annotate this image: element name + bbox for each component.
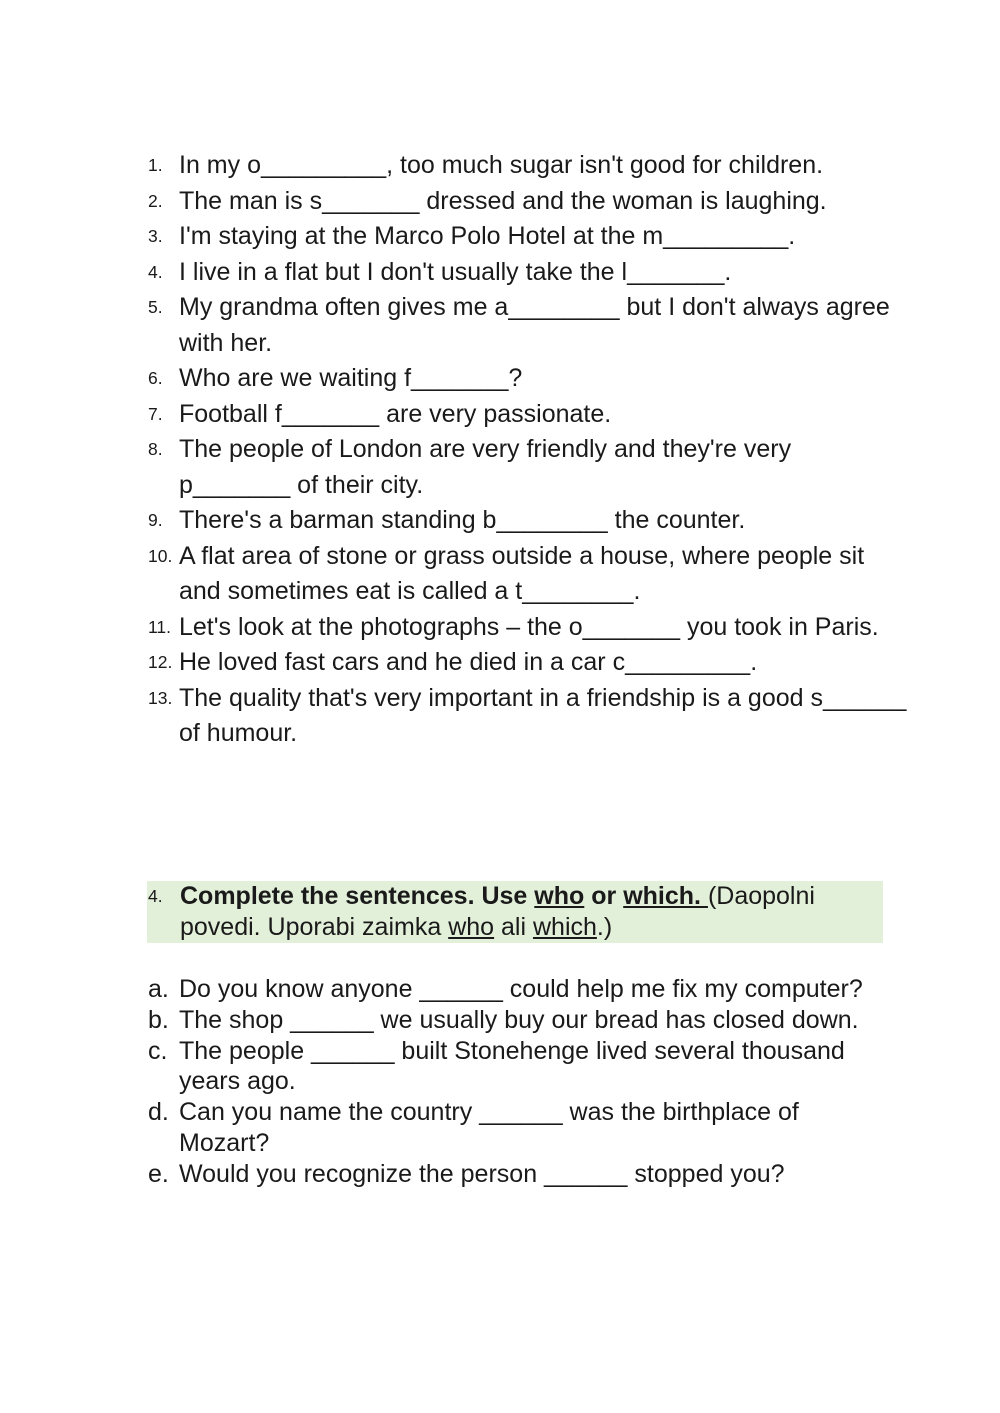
item-number: 4. <box>148 261 163 282</box>
list-item <box>148 1036 888 1098</box>
list-item <box>148 645 908 681</box>
translation-who: who <box>448 913 495 941</box>
list-item <box>148 1159 888 1190</box>
item-number: 5. <box>148 297 163 317</box>
item-text: I live in a flat but I don't usually take the l_______. <box>179 257 732 286</box>
item-number: 3. <box>148 226 163 246</box>
list-item <box>148 974 888 1005</box>
item-number: 10. <box>148 545 173 566</box>
item-text: There's a barman standing b________ the counter. <box>179 506 746 534</box>
translation-text: (Daopolni povedi. Uporabi zaimka <box>180 882 815 941</box>
item-text: I'm staying at the Marco Polo Hotel at the m_________. <box>179 222 796 250</box>
item-text: The man is s_______ dressed and the woman is laughing. <box>179 186 827 215</box>
list-item <box>148 148 908 184</box>
item-text: Would you recognize the person ______ stopped you? <box>179 1159 785 1188</box>
item-number: 12. <box>148 652 173 672</box>
item-number: 11. <box>148 616 172 637</box>
keyword-who: who <box>534 882 585 910</box>
keyword-which: which. <box>623 882 708 910</box>
item-number: 6. <box>148 368 163 388</box>
instruction-or: or <box>584 882 624 910</box>
item-text: In my o_________, too much sugar isn't good for children. <box>179 151 824 179</box>
item-number: 13. <box>148 687 173 708</box>
list-item <box>148 503 908 539</box>
list-item <box>148 1005 888 1036</box>
item-text: The people of London are very friendly and they're very p_______ of their city. <box>179 435 799 499</box>
list-item <box>148 397 908 433</box>
item-letter: b. <box>148 1005 169 1034</box>
item-letter: e. <box>148 1159 169 1188</box>
list-item <box>148 184 908 220</box>
gapfill-list <box>148 148 914 752</box>
task-number: 4. <box>148 886 163 906</box>
item-text: Do you know anyone ______ could help me fix my computer? <box>179 975 863 1003</box>
translation-end: .) <box>596 913 613 941</box>
list-item <box>148 681 914 752</box>
item-text: The people ______ built Stonehenge lived several thousand years ago. <box>179 1036 852 1096</box>
item-text: A flat area of stone or grass outside a house, where people sit and sometimes eat is called a t________. <box>179 541 872 605</box>
translation-which: which <box>532 913 597 941</box>
item-letter: c. <box>148 1036 168 1065</box>
who-which-list <box>148 974 888 1190</box>
item-text: Can you name the country ______ was the birthplace of Mozart? <box>179 1098 806 1157</box>
item-text: Let's look at the photographs – the o_______ you took in Paris. <box>179 612 879 641</box>
item-number: 7. <box>148 403 163 424</box>
translation-ali: ali <box>494 913 533 941</box>
item-number: 2. <box>148 190 163 211</box>
item-text: The shop ______ we usually buy our bread has closed down. <box>179 1005 859 1034</box>
item-text: Football f_______ are very passionate. <box>179 399 612 428</box>
task-instruction <box>180 881 883 943</box>
item-letter: a. <box>148 975 169 1003</box>
list-item <box>148 1097 888 1159</box>
list-item <box>148 610 908 646</box>
item-number: 9. <box>148 510 163 530</box>
item-number: 1. <box>148 155 163 175</box>
item-text: My grandma often gives me a________ but I don't always agree with her. <box>179 293 897 357</box>
item-text: The quality that's very important in a friendship is a good s______ of humour. <box>179 683 914 747</box>
task-4-header <box>147 881 883 943</box>
item-text: Who are we waiting f_______? <box>179 364 523 392</box>
item-letter: d. <box>148 1098 169 1127</box>
instruction-bold: Complete the sentences. Use <box>180 882 535 910</box>
item-number: 8. <box>148 439 163 459</box>
item-text: He loved fast cars and he died in a car c_________. <box>179 648 758 676</box>
list-item <box>148 255 908 291</box>
list-item <box>148 539 908 610</box>
list-item <box>148 219 908 255</box>
list-item <box>148 361 908 397</box>
list-item <box>148 290 908 361</box>
list-item <box>148 432 908 503</box>
